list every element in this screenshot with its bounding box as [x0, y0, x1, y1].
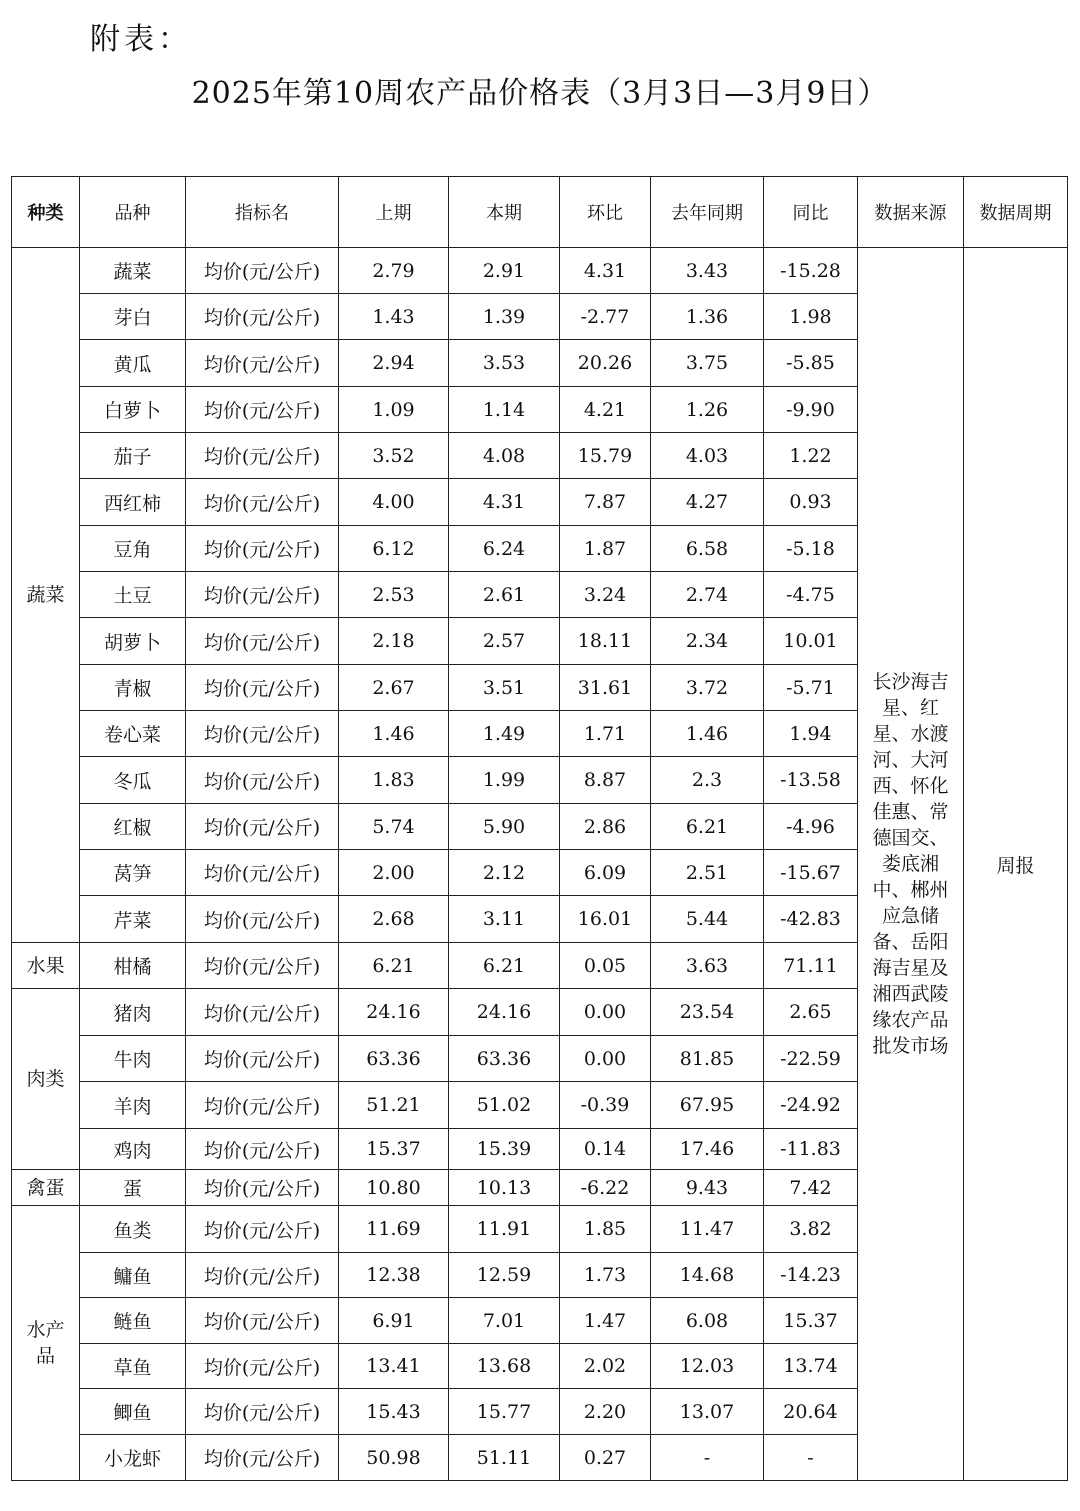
yoy-cell: 2.65	[764, 989, 858, 1036]
mom-cell: -0.39	[560, 1082, 651, 1129]
yoy-cell: -15.28	[764, 248, 858, 294]
variety-cell: 羊肉	[80, 1082, 186, 1129]
indicator-cell: 均价(元/公斤)	[186, 1129, 339, 1170]
variety-cell: 黄瓜	[80, 340, 186, 387]
variety-cell: 鲢鱼	[80, 1298, 186, 1344]
col-header-mom: 环比	[560, 177, 651, 248]
last-year-cell: 2.34	[651, 618, 764, 665]
data-source-text: 长沙海吉星、红星、水渡河、大河西、怀化佳惠、常德国交、娄底湘中、郴州应急储备、岳阳海吉星及湘西武陵缘农产品批发市场	[872, 671, 949, 1057]
current-cell: 10.13	[449, 1170, 560, 1206]
category-label: 肉类	[26, 1068, 65, 1090]
current-cell: 4.08	[449, 433, 560, 479]
last-year-cell: 12.03	[651, 1344, 764, 1389]
col-header-variety: 品种	[80, 177, 186, 248]
current-cell: 15.39	[449, 1129, 560, 1170]
variety-cell: 豆角	[80, 526, 186, 572]
last-year-cell: 6.08	[651, 1298, 764, 1344]
variety-cell: 莴笋	[80, 850, 186, 896]
variety-cell: 冬瓜	[80, 757, 186, 804]
data-source-cell	[858, 248, 964, 1481]
mom-cell: 15.79	[560, 433, 651, 479]
current-cell: 5.90	[449, 804, 560, 850]
previous-cell: 10.80	[339, 1170, 449, 1206]
variety-cell: 小龙虾	[80, 1435, 186, 1481]
previous-cell: 4.00	[339, 479, 449, 526]
last-year-cell: 1.36	[651, 294, 764, 340]
yoy-cell: 10.01	[764, 618, 858, 665]
last-year-cell: 9.43	[651, 1170, 764, 1206]
table-row	[12, 248, 1068, 294]
mom-cell: 1.73	[560, 1253, 651, 1298]
yoy-cell: 71.11	[764, 943, 858, 989]
previous-cell: 1.46	[339, 711, 449, 757]
variety-cell: 蛋	[80, 1170, 186, 1206]
previous-cell: 51.21	[339, 1082, 449, 1129]
current-cell: 6.21	[449, 943, 560, 989]
mom-cell: 0.05	[560, 943, 651, 989]
col-header-previous: 上期	[339, 177, 449, 248]
last-year-cell: 2.51	[651, 850, 764, 896]
last-year-cell: 23.54	[651, 989, 764, 1036]
variety-cell: 芹菜	[80, 896, 186, 943]
last-year-cell: 4.03	[651, 433, 764, 479]
previous-cell: 11.69	[339, 1206, 449, 1253]
current-cell: 51.02	[449, 1082, 560, 1129]
last-year-cell: -	[651, 1435, 764, 1481]
mom-cell: 1.71	[560, 711, 651, 757]
attachment-label: 附表：	[90, 22, 192, 57]
indicator-cell: 均价(元/公斤)	[186, 1389, 339, 1435]
last-year-cell: 1.26	[651, 387, 764, 433]
data-period-cell: 周报	[964, 248, 1068, 1481]
mom-cell: 16.01	[560, 896, 651, 943]
current-cell: 2.91	[449, 248, 560, 294]
last-year-cell: 3.43	[651, 248, 764, 294]
mom-cell: 18.11	[560, 618, 651, 665]
indicator-cell: 均价(元/公斤)	[186, 294, 339, 340]
mom-cell: -6.22	[560, 1170, 651, 1206]
indicator-cell: 均价(元/公斤)	[186, 1170, 339, 1206]
last-year-cell: 3.75	[651, 340, 764, 387]
previous-cell: 2.00	[339, 850, 449, 896]
yoy-cell: 1.98	[764, 294, 858, 340]
category-cell	[12, 1206, 80, 1481]
previous-cell: 2.53	[339, 572, 449, 618]
previous-cell: 63.36	[339, 1036, 449, 1082]
yoy-cell: -13.58	[764, 757, 858, 804]
indicator-cell: 均价(元/公斤)	[186, 1435, 339, 1481]
mom-cell: 0.00	[560, 1036, 651, 1082]
category-label: 蔬菜	[26, 584, 65, 606]
previous-cell: 2.79	[339, 248, 449, 294]
indicator-cell: 均价(元/公斤)	[186, 526, 339, 572]
last-year-cell: 17.46	[651, 1129, 764, 1170]
current-cell: 63.36	[449, 1036, 560, 1082]
indicator-cell: 均价(元/公斤)	[186, 1206, 339, 1253]
category-cell	[12, 1170, 80, 1206]
col-header-yoy: 同比	[764, 177, 858, 248]
yoy-cell: -15.67	[764, 850, 858, 896]
yoy-cell: -11.83	[764, 1129, 858, 1170]
yoy-cell: -5.18	[764, 526, 858, 572]
current-cell: 15.77	[449, 1389, 560, 1435]
last-year-cell: 11.47	[651, 1206, 764, 1253]
mom-cell: 7.87	[560, 479, 651, 526]
previous-cell: 13.41	[339, 1344, 449, 1389]
variety-cell: 芽白	[80, 294, 186, 340]
category-label: 水果	[26, 954, 65, 977]
mom-cell: 1.85	[560, 1206, 651, 1253]
variety-cell: 鸡肉	[80, 1129, 186, 1170]
current-cell: 3.51	[449, 665, 560, 711]
previous-cell: 2.67	[339, 665, 449, 711]
last-year-cell: 3.72	[651, 665, 764, 711]
price-table	[11, 176, 1068, 1481]
current-cell: 4.31	[449, 479, 560, 526]
previous-cell: 50.98	[339, 1435, 449, 1481]
last-year-cell: 1.46	[651, 711, 764, 757]
mom-cell: 3.24	[560, 572, 651, 618]
current-cell: 3.53	[449, 340, 560, 387]
last-year-cell: 6.21	[651, 804, 764, 850]
indicator-cell: 均价(元/公斤)	[186, 433, 339, 479]
current-cell: 12.59	[449, 1253, 560, 1298]
previous-cell: 5.74	[339, 804, 449, 850]
yoy-cell: -	[764, 1435, 858, 1481]
indicator-cell: 均价(元/公斤)	[186, 943, 339, 989]
variety-cell: 卷心菜	[80, 711, 186, 757]
last-year-cell: 67.95	[651, 1082, 764, 1129]
col-header-indicator: 指标名	[186, 177, 339, 248]
col-header-period: 数据周期	[964, 177, 1068, 248]
previous-cell: 1.43	[339, 294, 449, 340]
last-year-cell: 5.44	[651, 896, 764, 943]
col-header-category: 种类	[12, 177, 80, 248]
variety-cell: 猪肉	[80, 989, 186, 1036]
indicator-cell: 均价(元/公斤)	[186, 387, 339, 433]
mom-cell: 4.21	[560, 387, 651, 433]
previous-cell: 15.43	[339, 1389, 449, 1435]
variety-cell: 蔬菜	[80, 248, 186, 294]
previous-cell: 2.18	[339, 618, 449, 665]
current-cell: 11.91	[449, 1206, 560, 1253]
mom-cell: 0.27	[560, 1435, 651, 1481]
variety-cell: 草鱼	[80, 1344, 186, 1389]
current-cell: 13.68	[449, 1344, 560, 1389]
variety-cell: 青椒	[80, 665, 186, 711]
yoy-cell: -5.85	[764, 340, 858, 387]
mom-cell: 8.87	[560, 757, 651, 804]
mom-cell: -2.77	[560, 294, 651, 340]
last-year-cell: 13.07	[651, 1389, 764, 1435]
mom-cell: 0.14	[560, 1129, 651, 1170]
indicator-cell: 均价(元/公斤)	[186, 1082, 339, 1129]
last-year-cell: 2.74	[651, 572, 764, 618]
last-year-cell: 81.85	[651, 1036, 764, 1082]
yoy-cell: -4.96	[764, 804, 858, 850]
last-year-cell: 14.68	[651, 1253, 764, 1298]
indicator-cell: 均价(元/公斤)	[186, 248, 339, 294]
previous-cell: 6.12	[339, 526, 449, 572]
yoy-cell: -42.83	[764, 896, 858, 943]
previous-cell: 1.09	[339, 387, 449, 433]
table-body	[12, 248, 1068, 1481]
variety-cell: 鲫鱼	[80, 1389, 186, 1435]
yoy-cell: -5.71	[764, 665, 858, 711]
category-cell	[12, 989, 80, 1170]
current-cell: 1.99	[449, 757, 560, 804]
previous-cell: 12.38	[339, 1253, 449, 1298]
yoy-cell: 7.42	[764, 1170, 858, 1206]
current-cell: 24.16	[449, 989, 560, 1036]
indicator-cell: 均价(元/公斤)	[186, 479, 339, 526]
previous-cell: 6.21	[339, 943, 449, 989]
variety-cell: 鳙鱼	[80, 1253, 186, 1298]
yoy-cell: 0.93	[764, 479, 858, 526]
indicator-cell: 均价(元/公斤)	[186, 850, 339, 896]
table-header-row	[12, 177, 1068, 248]
current-cell: 1.49	[449, 711, 560, 757]
yoy-cell: 20.64	[764, 1389, 858, 1435]
mom-cell: 1.47	[560, 1298, 651, 1344]
current-cell: 6.24	[449, 526, 560, 572]
last-year-cell: 3.63	[651, 943, 764, 989]
last-year-cell: 2.3	[651, 757, 764, 804]
mom-cell: 1.87	[560, 526, 651, 572]
yoy-cell: 13.74	[764, 1344, 858, 1389]
mom-cell: 0.00	[560, 989, 651, 1036]
yoy-cell: 15.37	[764, 1298, 858, 1344]
previous-cell: 1.83	[339, 757, 449, 804]
current-cell: 2.61	[449, 572, 560, 618]
category-cell	[12, 248, 80, 943]
previous-cell: 2.68	[339, 896, 449, 943]
variety-cell: 土豆	[80, 572, 186, 618]
current-cell: 1.14	[449, 387, 560, 433]
variety-cell: 红椒	[80, 804, 186, 850]
yoy-cell: -9.90	[764, 387, 858, 433]
page-title: 2025年第10周农产品价格表（3月3日—3月9日）	[191, 76, 889, 111]
indicator-cell: 均价(元/公斤)	[186, 896, 339, 943]
current-cell: 3.11	[449, 896, 560, 943]
yoy-cell: -24.92	[764, 1082, 858, 1129]
current-cell: 7.01	[449, 1298, 560, 1344]
variety-cell: 鱼类	[80, 1206, 186, 1253]
mom-cell: 20.26	[560, 340, 651, 387]
indicator-cell: 均价(元/公斤)	[186, 1036, 339, 1082]
mom-cell: 4.31	[560, 248, 651, 294]
variety-cell: 白萝卜	[80, 387, 186, 433]
mom-cell: 31.61	[560, 665, 651, 711]
indicator-cell: 均价(元/公斤)	[186, 618, 339, 665]
indicator-cell: 均价(元/公斤)	[186, 572, 339, 618]
previous-cell: 15.37	[339, 1129, 449, 1170]
indicator-cell: 均价(元/公斤)	[186, 804, 339, 850]
current-cell: 2.57	[449, 618, 560, 665]
variety-cell: 胡萝卜	[80, 618, 186, 665]
current-cell: 2.12	[449, 850, 560, 896]
col-header-last-year: 去年同期	[651, 177, 764, 248]
previous-cell: 3.52	[339, 433, 449, 479]
indicator-cell: 均价(元/公斤)	[186, 665, 339, 711]
variety-cell: 茄子	[80, 433, 186, 479]
yoy-cell: 3.82	[764, 1206, 858, 1253]
yoy-cell: 1.22	[764, 433, 858, 479]
indicator-cell: 均价(元/公斤)	[186, 1344, 339, 1389]
mom-cell: 6.09	[560, 850, 651, 896]
col-header-current: 本期	[449, 177, 560, 248]
variety-cell: 牛肉	[80, 1036, 186, 1082]
last-year-cell: 4.27	[651, 479, 764, 526]
indicator-cell: 均价(元/公斤)	[186, 711, 339, 757]
mom-cell: 2.86	[560, 804, 651, 850]
col-header-source: 数据来源	[858, 177, 964, 248]
category-label: 水产品	[26, 1319, 65, 1367]
current-cell: 1.39	[449, 294, 560, 340]
category-label: 禽蛋	[26, 1176, 65, 1199]
mom-cell: 2.02	[560, 1344, 651, 1389]
indicator-cell: 均价(元/公斤)	[186, 340, 339, 387]
variety-cell: 西红柿	[80, 479, 186, 526]
previous-cell: 6.91	[339, 1298, 449, 1344]
yoy-cell: -4.75	[764, 572, 858, 618]
category-cell	[12, 943, 80, 989]
current-cell: 51.11	[449, 1435, 560, 1481]
indicator-cell: 均价(元/公斤)	[186, 757, 339, 804]
last-year-cell: 6.58	[651, 526, 764, 572]
variety-cell: 柑橘	[80, 943, 186, 989]
previous-cell: 24.16	[339, 989, 449, 1036]
mom-cell: 2.20	[560, 1389, 651, 1435]
indicator-cell: 均价(元/公斤)	[186, 1298, 339, 1344]
previous-cell: 2.94	[339, 340, 449, 387]
yoy-cell: 1.94	[764, 711, 858, 757]
yoy-cell: -14.23	[764, 1253, 858, 1298]
indicator-cell: 均价(元/公斤)	[186, 989, 339, 1036]
indicator-cell: 均价(元/公斤)	[186, 1253, 339, 1298]
yoy-cell: -22.59	[764, 1036, 858, 1082]
